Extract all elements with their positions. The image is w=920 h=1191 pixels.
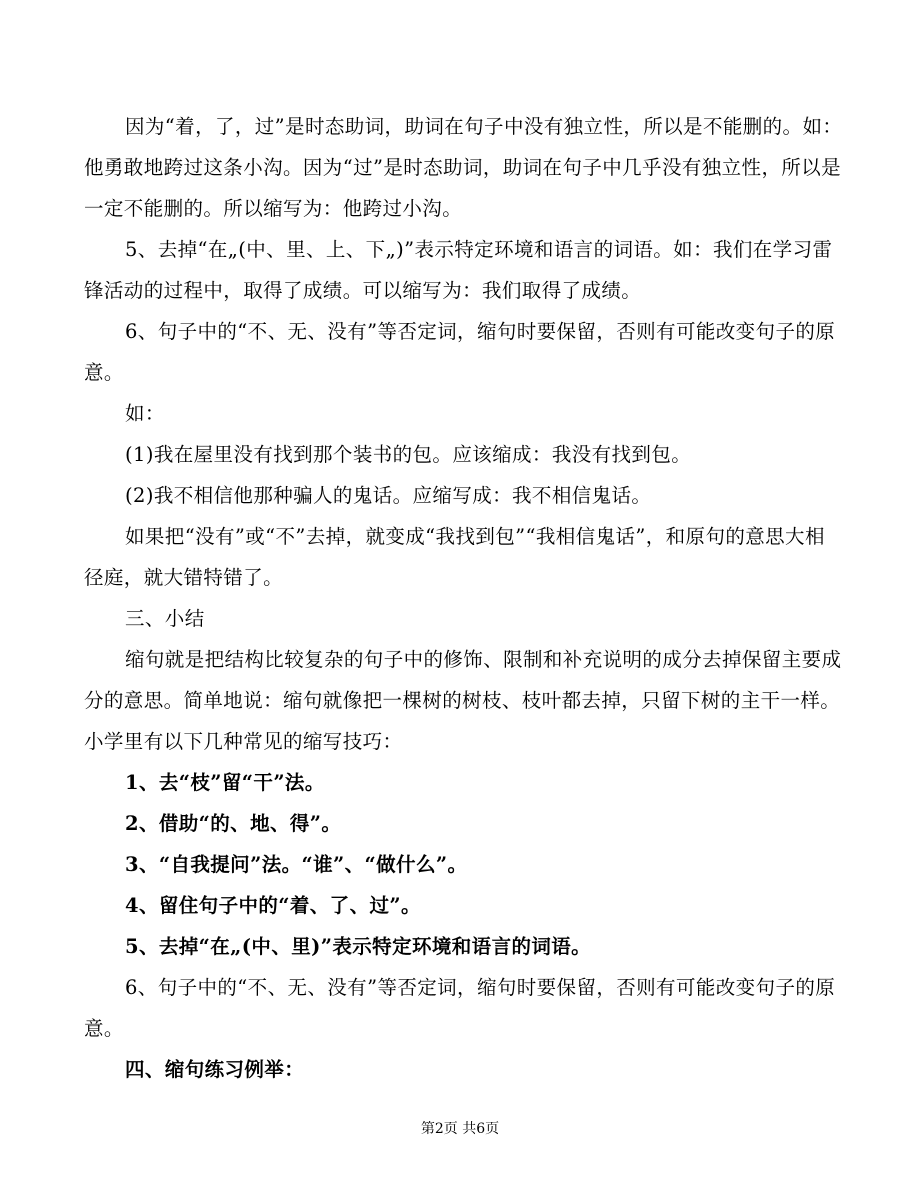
section-heading: 四、缩句练习例举： <box>125 1058 305 1081</box>
section-heading: 三、小结 <box>125 607 205 630</box>
list-item: 3、“自我提问”法。“谁”、“做什么”。 <box>125 853 468 876</box>
list-item: 5、去掉“在„(中、里)”表示特定环境和语言的词语。 <box>125 935 592 958</box>
paragraph: 如果把“没有”或“不”去掉，就变成“我找到包”“我相信鬼话”，和原句的意思大相径庭，就大错特错了。 <box>84 525 825 589</box>
list-item: 4、留住句子中的“着、了、过”。 <box>125 894 421 917</box>
paragraph: 5、去掉“在„(中、里、上、下„)”表示特定环境和语言的词语。如：我们在学习雷锋活动的过程中，取得了成绩。可以缩写为：我们取得了成绩。 <box>84 238 833 302</box>
page-footer: 第2页 共6页 <box>420 1121 500 1137</box>
list-item: 1、去“枝”留“干”法。 <box>125 771 325 794</box>
document-body <box>84 106 844 1090</box>
paragraph: (2)我不相信他那种骗人的鬼话。应缩写成：我不相信鬼话。 <box>125 484 652 507</box>
paragraph: (1)我在屋里没有找到那个装书的包。应该缩成：我没有找到包。 <box>125 443 692 466</box>
list-item: 2、借助“的、地、得”。 <box>125 812 342 835</box>
paragraph: 6、句子中的“不、无、没有”等否定词，缩句时要保留，否则有可能改变句子的原意。 <box>84 320 836 384</box>
paragraph: 因为“着，了，过”是时态助词，助词在句子中没有独立性，所以是不能删的。如：他勇敢地跨过这条小沟。因为“过”是时态助词，助词在句子中几乎没有独立性，所以是一定不能删的。所以缩写为：他跨过小沟。 <box>84 115 843 220</box>
list-item: 6、句子中的“不、无、没有”等否定词，缩句时要保留，否则有可能改变句子的原意。 <box>84 976 836 1040</box>
paragraph: 如： <box>125 402 165 425</box>
paragraph: 缩句就是把结构比较复杂的句子中的修饰、限制和补充说明的成分去掉保留主要成分的意思。简单地说：缩句就像把一棵树的树枝、枝叶都去掉，只留下树的主干一样。小学里有以下几种常见的缩写技巧： <box>84 648 842 753</box>
